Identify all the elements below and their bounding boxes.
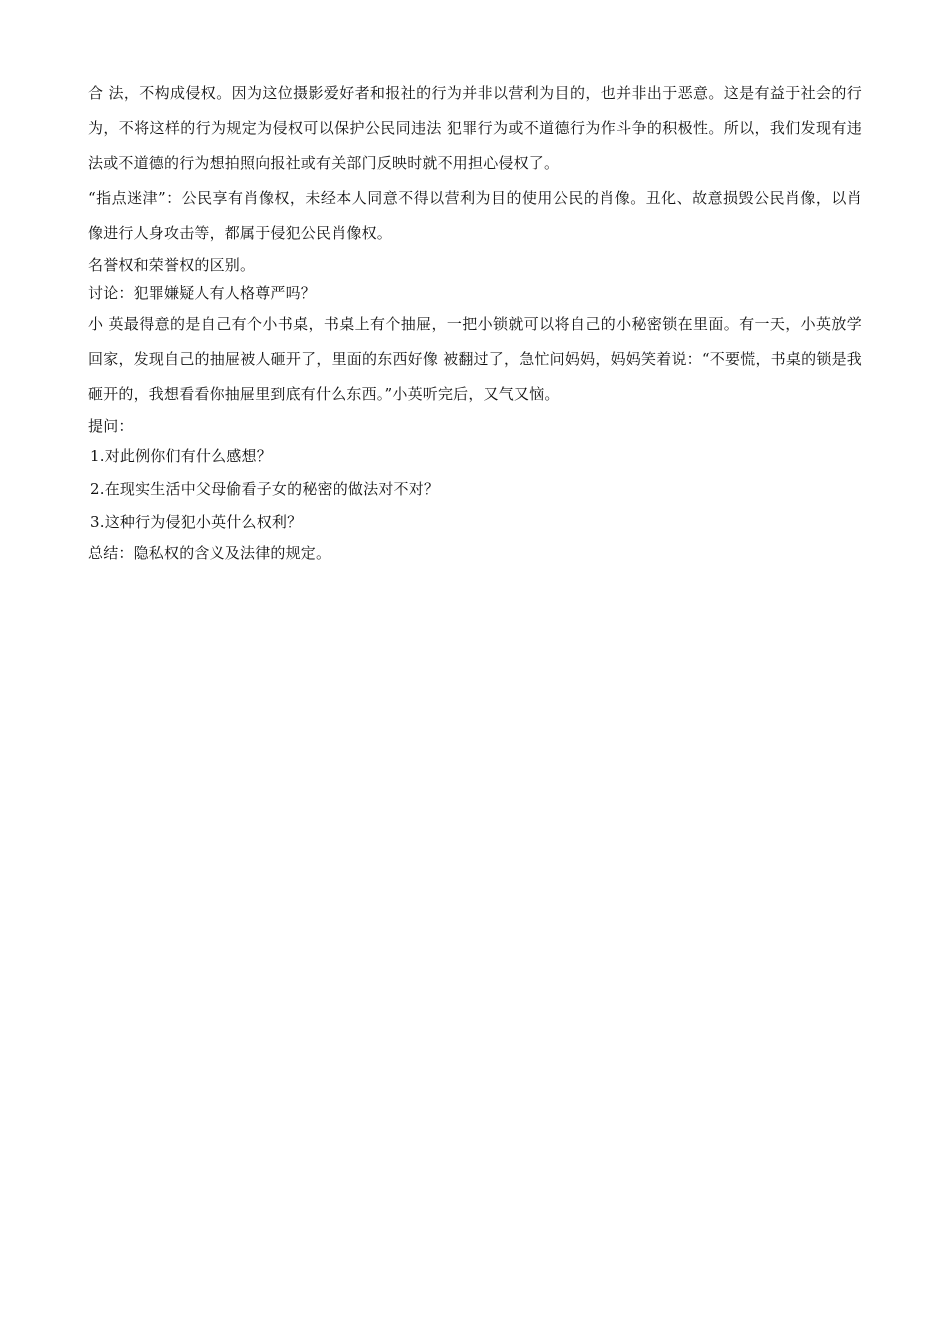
question-item-2: 2.在现实生活中父母偷看子女的秘密的做法对不对？ — [90, 480, 440, 498]
paragraph-portrait-right-exception: 合 法，不构成侵权。因为这位摄影爱好者和报社的行为并非以营利为目的，也并非出于恶意。这是有益于社会的行为，不将这样的行为规定为侵权可以保护公民同违法 犯罪行为或不道德行为作斗争的积极性。所以，我们发现有违法或不道德的行为想拍照向报社或有关部门反映时就不用担心侵权了。 — [88, 84, 862, 172]
paragraph-guidance-portrait-right: “指点迷津”：公民享有肖像权，未经本人同意不得以营利为目的使用公民的肖像。丑化、故意损毁公民肖像，以肖像进行人身攻击等，都属于侵犯公民肖像权。 — [88, 189, 862, 242]
document-page — [88, 76, 862, 567]
paragraph-summary: 总结：隐私权的含义及法律的规定。 — [88, 544, 332, 562]
paragraph-questions-heading: 提问： — [88, 417, 134, 435]
paragraph-discussion-question: 讨论：犯罪嫌疑人有人格尊严吗？ — [88, 284, 317, 302]
question-item-1: 1.对此例你们有什么感想？ — [90, 447, 272, 465]
paragraph-reputation-honor-difference: 名誉权和荣誉权的区别。 — [88, 256, 256, 274]
paragraph-case-xiaoying: 小 英最得意的是自己有个小书桌，书桌上有个抽屉，一把小锁就可以将自己的小秘密锁在里面。有一天，小英放学回家，发现自己的抽屉被人砸开了，里面的东西好像 被翻过了，急忙问妈妈，妈妈笑着说：“不要慌，书桌的锁是我砸开的，我想看看你抽屉里到底有什么东西。”小英听完后，又气又恼。 — [88, 315, 862, 403]
question-item-3: 3.这种行为侵犯小英什么权利？ — [90, 513, 303, 531]
